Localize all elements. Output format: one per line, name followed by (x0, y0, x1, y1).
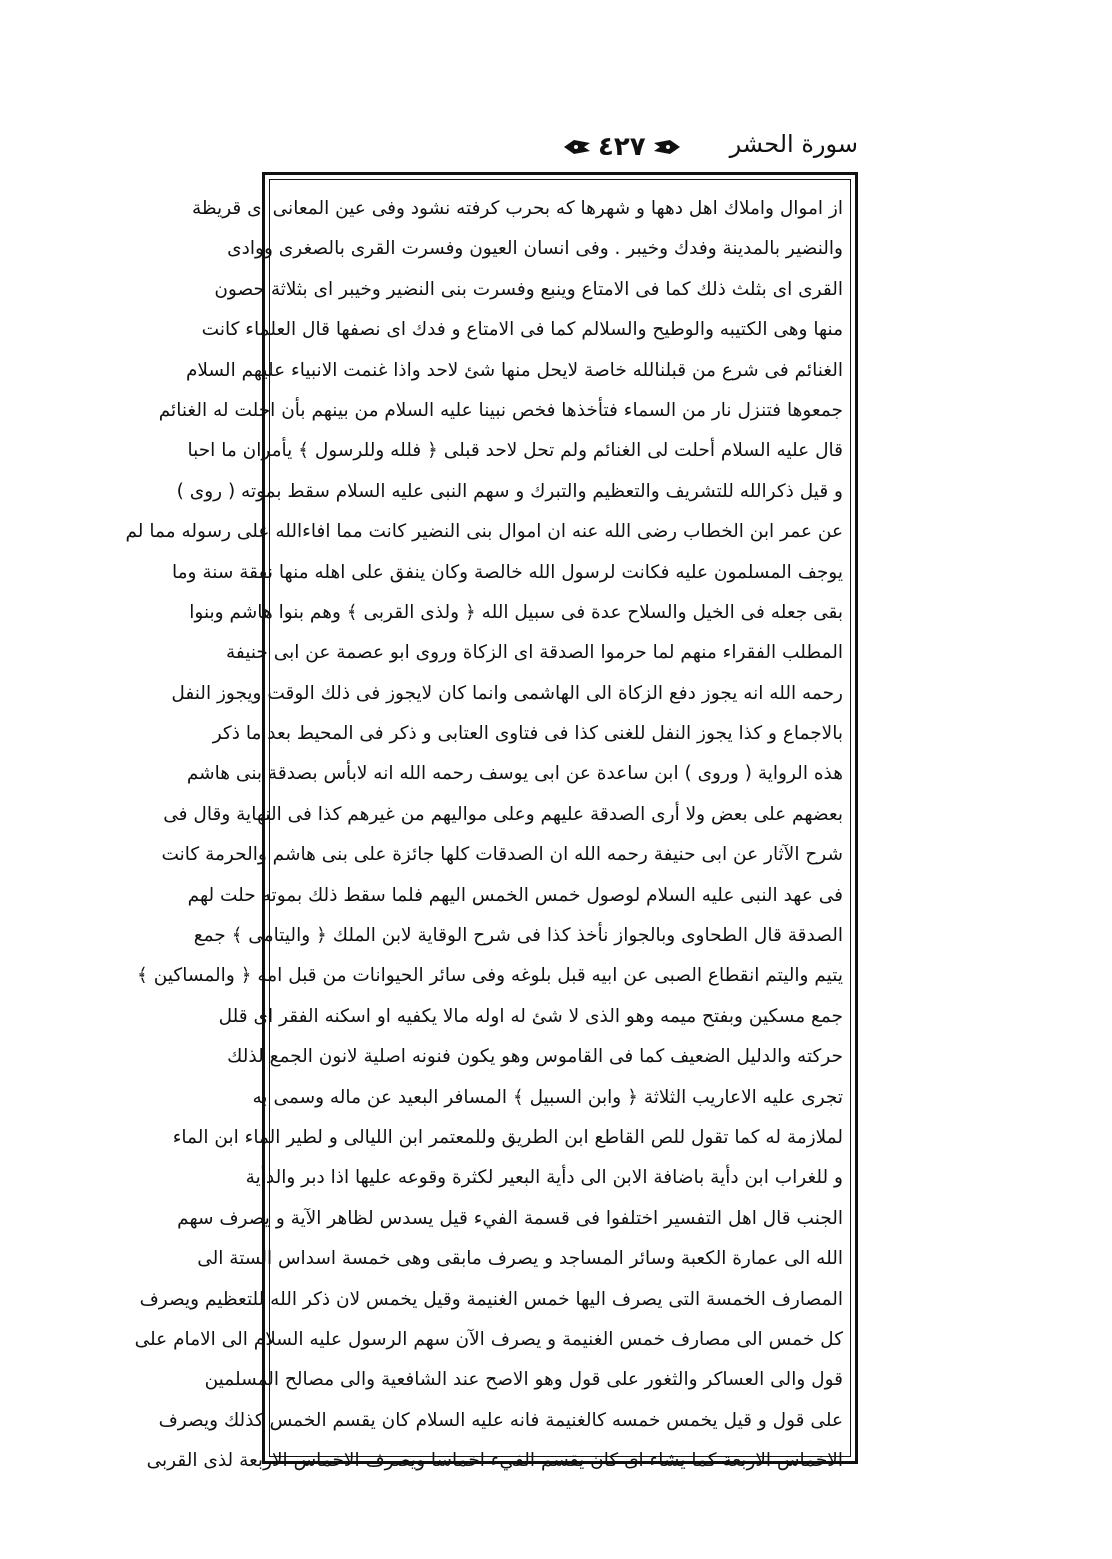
text-line: جمع مسكين وبفتح ميمه وهو الذى لا شئ له اوله مالا يكفيه او اسكنه الفقر اى قلل (218, 1005, 843, 1027)
text-body (125, 189, 843, 1482)
text-line: تجرى عليه الاعاريب الثلاثة ﴿ وابن السبيل ﴾ المسافر البعيد عن ماله وسمى به (252, 1086, 843, 1108)
text-line: قول والى العساكر والثغور على قول وهو الاصح عند الشافعية والى مصالح المسلمين (204, 1369, 843, 1391)
text-line: الله الى عمارة الكعبة وسائر المساجد و يصرف مابقى وهى خمسة اسداس الستة الى (197, 1248, 843, 1270)
text-frame (125, 172, 858, 1472)
text-line: كل خمس الى مصارف خمس الغنيمة و يصرف الآن سهم الرسول عليه السلام الى الامام على (134, 1328, 843, 1350)
text-line: والنضير بالمدينة وفدك وخيبر . وفى انسان العيون وفسرت القرى بالصغرى ووادى (227, 238, 843, 260)
text-line: لملازمة له كما تقول للص القاطع ابن الطريق وللمعتمر ابن الليالى و لطير الماء ابن الماء (172, 1126, 843, 1148)
text-line: از اموال واملاك اهل دهها و شهرها كه بحرب كرفته نشود وفى عين المعانى اى قريظة (191, 198, 843, 219)
text-line: بالاجماع و كذا يجوز النفل للغنى كذا فى فتاوى العتابى و ذكر فى المحيط بعد ما ذكر (212, 723, 843, 745)
text-line: قال عليه السلام أحلت لى الغنائم ولم تحل لاحد قبلى ﴿ فلله وللرسول ﴾ يأمران ما احبا (187, 440, 843, 462)
text-line: عن عمر ابن الخطاب رضى الله عنه ان اموال بنى النضير كانت مما افاءالله على رسوله مما لم (125, 521, 843, 543)
text-line: على قول و قيل يخمس خمسه كالغنيمة فانه عليه السلام كان يقسم الخمس كذلك ويصرف (158, 1409, 843, 1431)
text-line: الاخماس الاربعة كما يشاء اى كان يقسم الفيء اخماسا ويصرف الاخماس الاربعة لذى القربى (146, 1450, 843, 1472)
text-line: حركته والدليل الضعيف كما فى القاموس وهو يكون فنونه اصلية لانون الجمع لذلك (227, 1046, 843, 1068)
text-line: و للغراب ابن دأية باضافة الابن الى دأية البعير لكثرة وقوعه عليها اذا دبر والدأية (245, 1167, 843, 1189)
text-line: رحمه الله انه يجوز دفع الزكاة الى الهاشمى وانما كان لايجوز فى ذلك الوقت ويجوز النفل (171, 682, 843, 704)
right-ornament-icon (652, 137, 682, 157)
text-line: جمعوها فتنزل نار من السماء فتأخذها فخص نبينا عليه السلام من بينهم بأن احلت له الغنائم (158, 399, 843, 421)
text-line: بعضهم على بعض ولا أرى الصدقة عليهم وعلى مواليهم من غيرهم كذا فى النهاية وقال فى (163, 803, 843, 825)
text-line: القرى اى بثلث ذلك كما فى الامتاع وينبع وفسرت بنى النضير وخيبر اى بثلاثة حصون (214, 278, 843, 300)
surah-title: سورة الحشر (729, 130, 858, 158)
page-number-block (562, 132, 682, 162)
text-line: يوجف المسلمون عليه فكانت لرسول الله خالصة وكان ينفق على اهله منها نفقة سنة وما (172, 561, 843, 583)
text-line: و قيل ذكرالله للتشريف والتعظيم والتبرك و سهم النبى عليه السلام سقط بموته ( روى ) (176, 480, 843, 502)
text-line: شرح الآثار عن ابى حنيفة رحمه الله ان الصدقات كلها جائزة على بنى هاشم والحرمة كانت (161, 844, 843, 866)
text-line: المصارف الخمسة التى يصرف اليها خمس الغنيمة وقيل يخمس لان ذكر الله للتعظيم ويصرف (139, 1288, 843, 1310)
text-line: الجنب قال اهل التفسير اختلفوا فى قسمة الفيء قيل يسدس لظاهر الآية و يصرف سهم (177, 1207, 843, 1229)
text-line: المطلب الفقراء منهم لما حرموا الصدقة اى الزكاة وروى ابو عصمة عن ابى حنيفة (225, 642, 843, 664)
text-line: منها وهى الكتيبه والوطيح والسلالم كما فى الامتاع و فدك اى نصفها قال العلماء كانت (201, 319, 843, 341)
text-line: بقى جعله فى الخيل والسلاح عدة فى سبيل الله ﴿ ولذى القربى ﴾ وهم بنوا هاشم وبنوا (189, 601, 843, 623)
text-line: الصدقة قال الطحاوى وبالجواز نأخذ كذا فى شرح الوقاية لابن الملك ﴿ واليتامى ﴾ جمع (193, 925, 843, 947)
left-ornament-icon (562, 137, 592, 157)
running-head (262, 128, 858, 168)
text-line: فى عهد النبى عليه السلام لوصول خمس الخمس اليهم فلما سقط ذلك بموته حلت لهم (187, 884, 843, 906)
text-line: هذه الرواية ( وروى ) ابن ساعدة عن ابى يوسف رحمه الله انه لابأس بصدقة بنى هاشم (186, 763, 843, 785)
page-number: ٤٢٧ (598, 132, 646, 162)
text-line: يتيم واليتم انقطاع الصبى عن ابيه قبل بلوغه وفى سائر الحيوانات من قبل امه ﴿ والمساكين ﴾ (137, 965, 843, 987)
text-line: الغنائم فى شرع من قبلنالله خاصة لايحل منها شئ لاحد واذا غنمت الانبياء عليهم السلام (185, 359, 843, 381)
